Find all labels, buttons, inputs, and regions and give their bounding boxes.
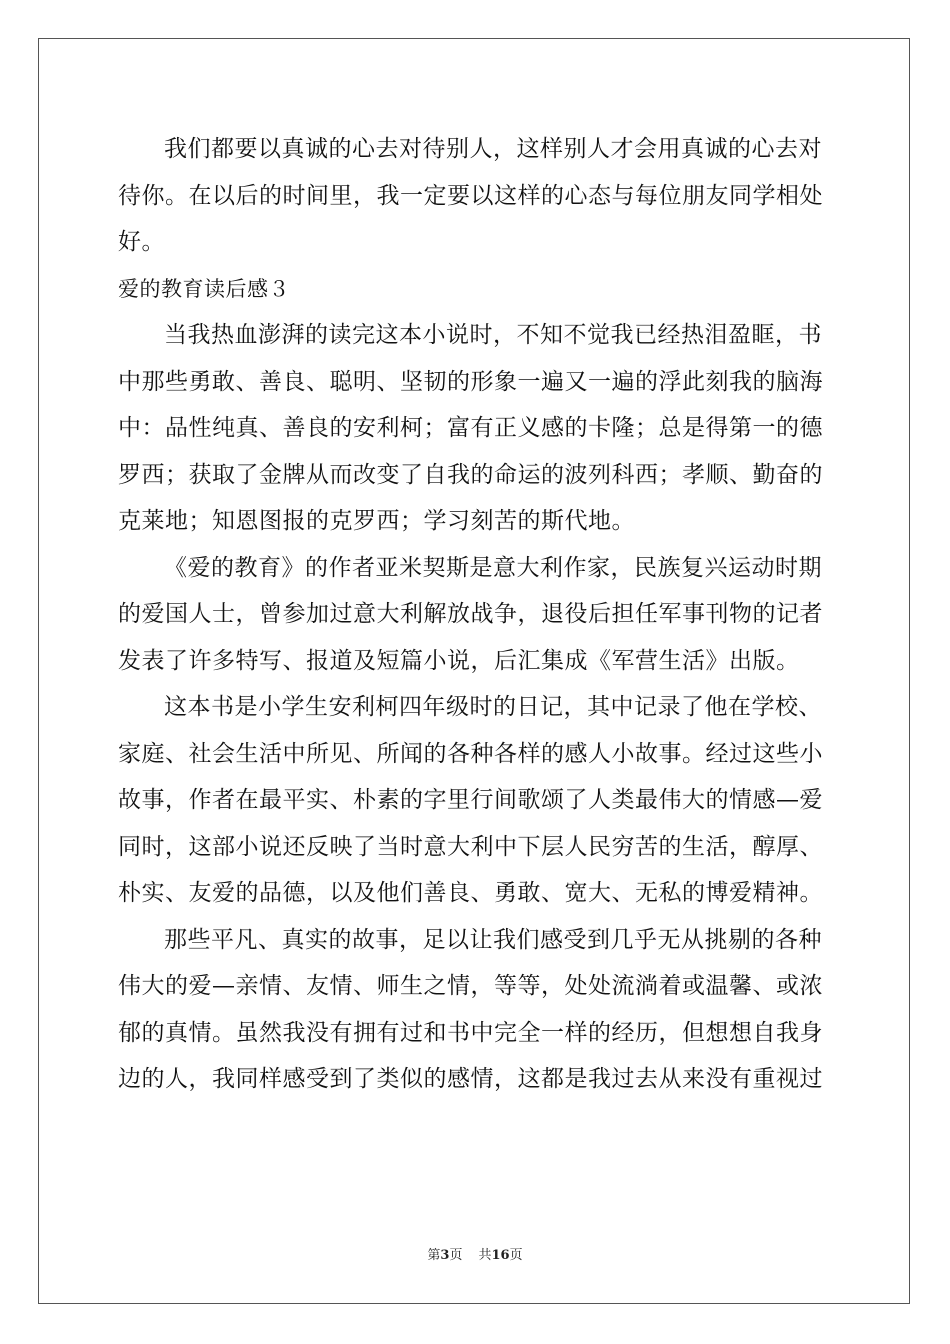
- text-line: 中：品性纯真、善良的安利柯；富有正义感的卡隆；总是得第一的德: [118, 415, 823, 441]
- text-line: 当我热血澎湃的读完这本小说时，不知不觉我已经热泪盈眶，书: [164, 322, 822, 348]
- total-pages-suffix: 页: [509, 1248, 523, 1263]
- text-line: 伟大的爱—亲情、友情、师生之情，等等，处处流淌着或温馨、或浓: [118, 973, 823, 999]
- text-line: 同时，这部小说还反映了当时意大利中下层人民穷苦的生活，醇厚、: [118, 833, 823, 860]
- total-pages-prefix: 共: [478, 1248, 492, 1263]
- text-line: 克莱地；知恩图报的克罗西；学习刻苦的斯代地。: [118, 508, 635, 534]
- text-line: 好。: [118, 229, 165, 255]
- text-line: 的爱国人士，曾参加过意大利解放战争，退役后担任军事刊物的记者: [118, 601, 823, 627]
- text-line: 郁的真情。虽然我没有拥有过和书中完全一样的经历，但想想自我身: [118, 1019, 823, 1046]
- text-line: 家庭、社会生活中所见、所闻的各种各样的感人小故事。经过这些小: [118, 740, 823, 767]
- section-heading: 爱的教育读后感３: [118, 276, 290, 301]
- text-line: 罗西；获取了金牌从而改变了自我的命运的波列科西；孝顺、勤奋的: [118, 461, 823, 488]
- text-line: 故事，作者在最平实、朴素的字里行间歌颂了人类最伟大的情感—爱: [118, 787, 823, 813]
- text-line: 边的人，我同样感受到了类似的感情，这都是我过去从来没有重视过: [118, 1066, 823, 1092]
- page-number-prefix: 第: [427, 1248, 441, 1263]
- page-number: 3: [440, 1248, 450, 1263]
- text-line: 发表了许多特写、报道及短篇小说，后汇集成《军营生活》出版。: [118, 647, 800, 674]
- page-footer: [0, 1244, 950, 1263]
- text-line: 朴实、友爱的品德，以及他们善良、勇敢、宽大、无私的博爱精神。: [118, 880, 823, 906]
- text-line: 中那些勇敢、善良、聪明、坚韧的形象一遍又一遍的浮此刻我的脑海: [118, 368, 823, 395]
- text-line: 我们都要以真诚的心去对待别人，这样别人才会用真诚的心去对: [164, 136, 822, 162]
- page-number-suffix: 页: [449, 1248, 463, 1263]
- text-line: 这本书是小学生安利柯四年级时的日记，其中记录了他在学校、: [164, 694, 822, 720]
- document-body: [118, 126, 834, 1103]
- text-line: 《爱的教育》的作者亚米契斯是意大利作家，民族复兴运动时期: [164, 554, 822, 581]
- text-line: 待你。在以后的时间里，我一定要以这样的心态与每位朋友同学相处: [118, 182, 823, 209]
- total-pages: 16: [491, 1248, 510, 1263]
- text-line: 那些平凡、真实的故事，足以让我们感受到几乎无从挑剔的各种: [164, 926, 822, 953]
